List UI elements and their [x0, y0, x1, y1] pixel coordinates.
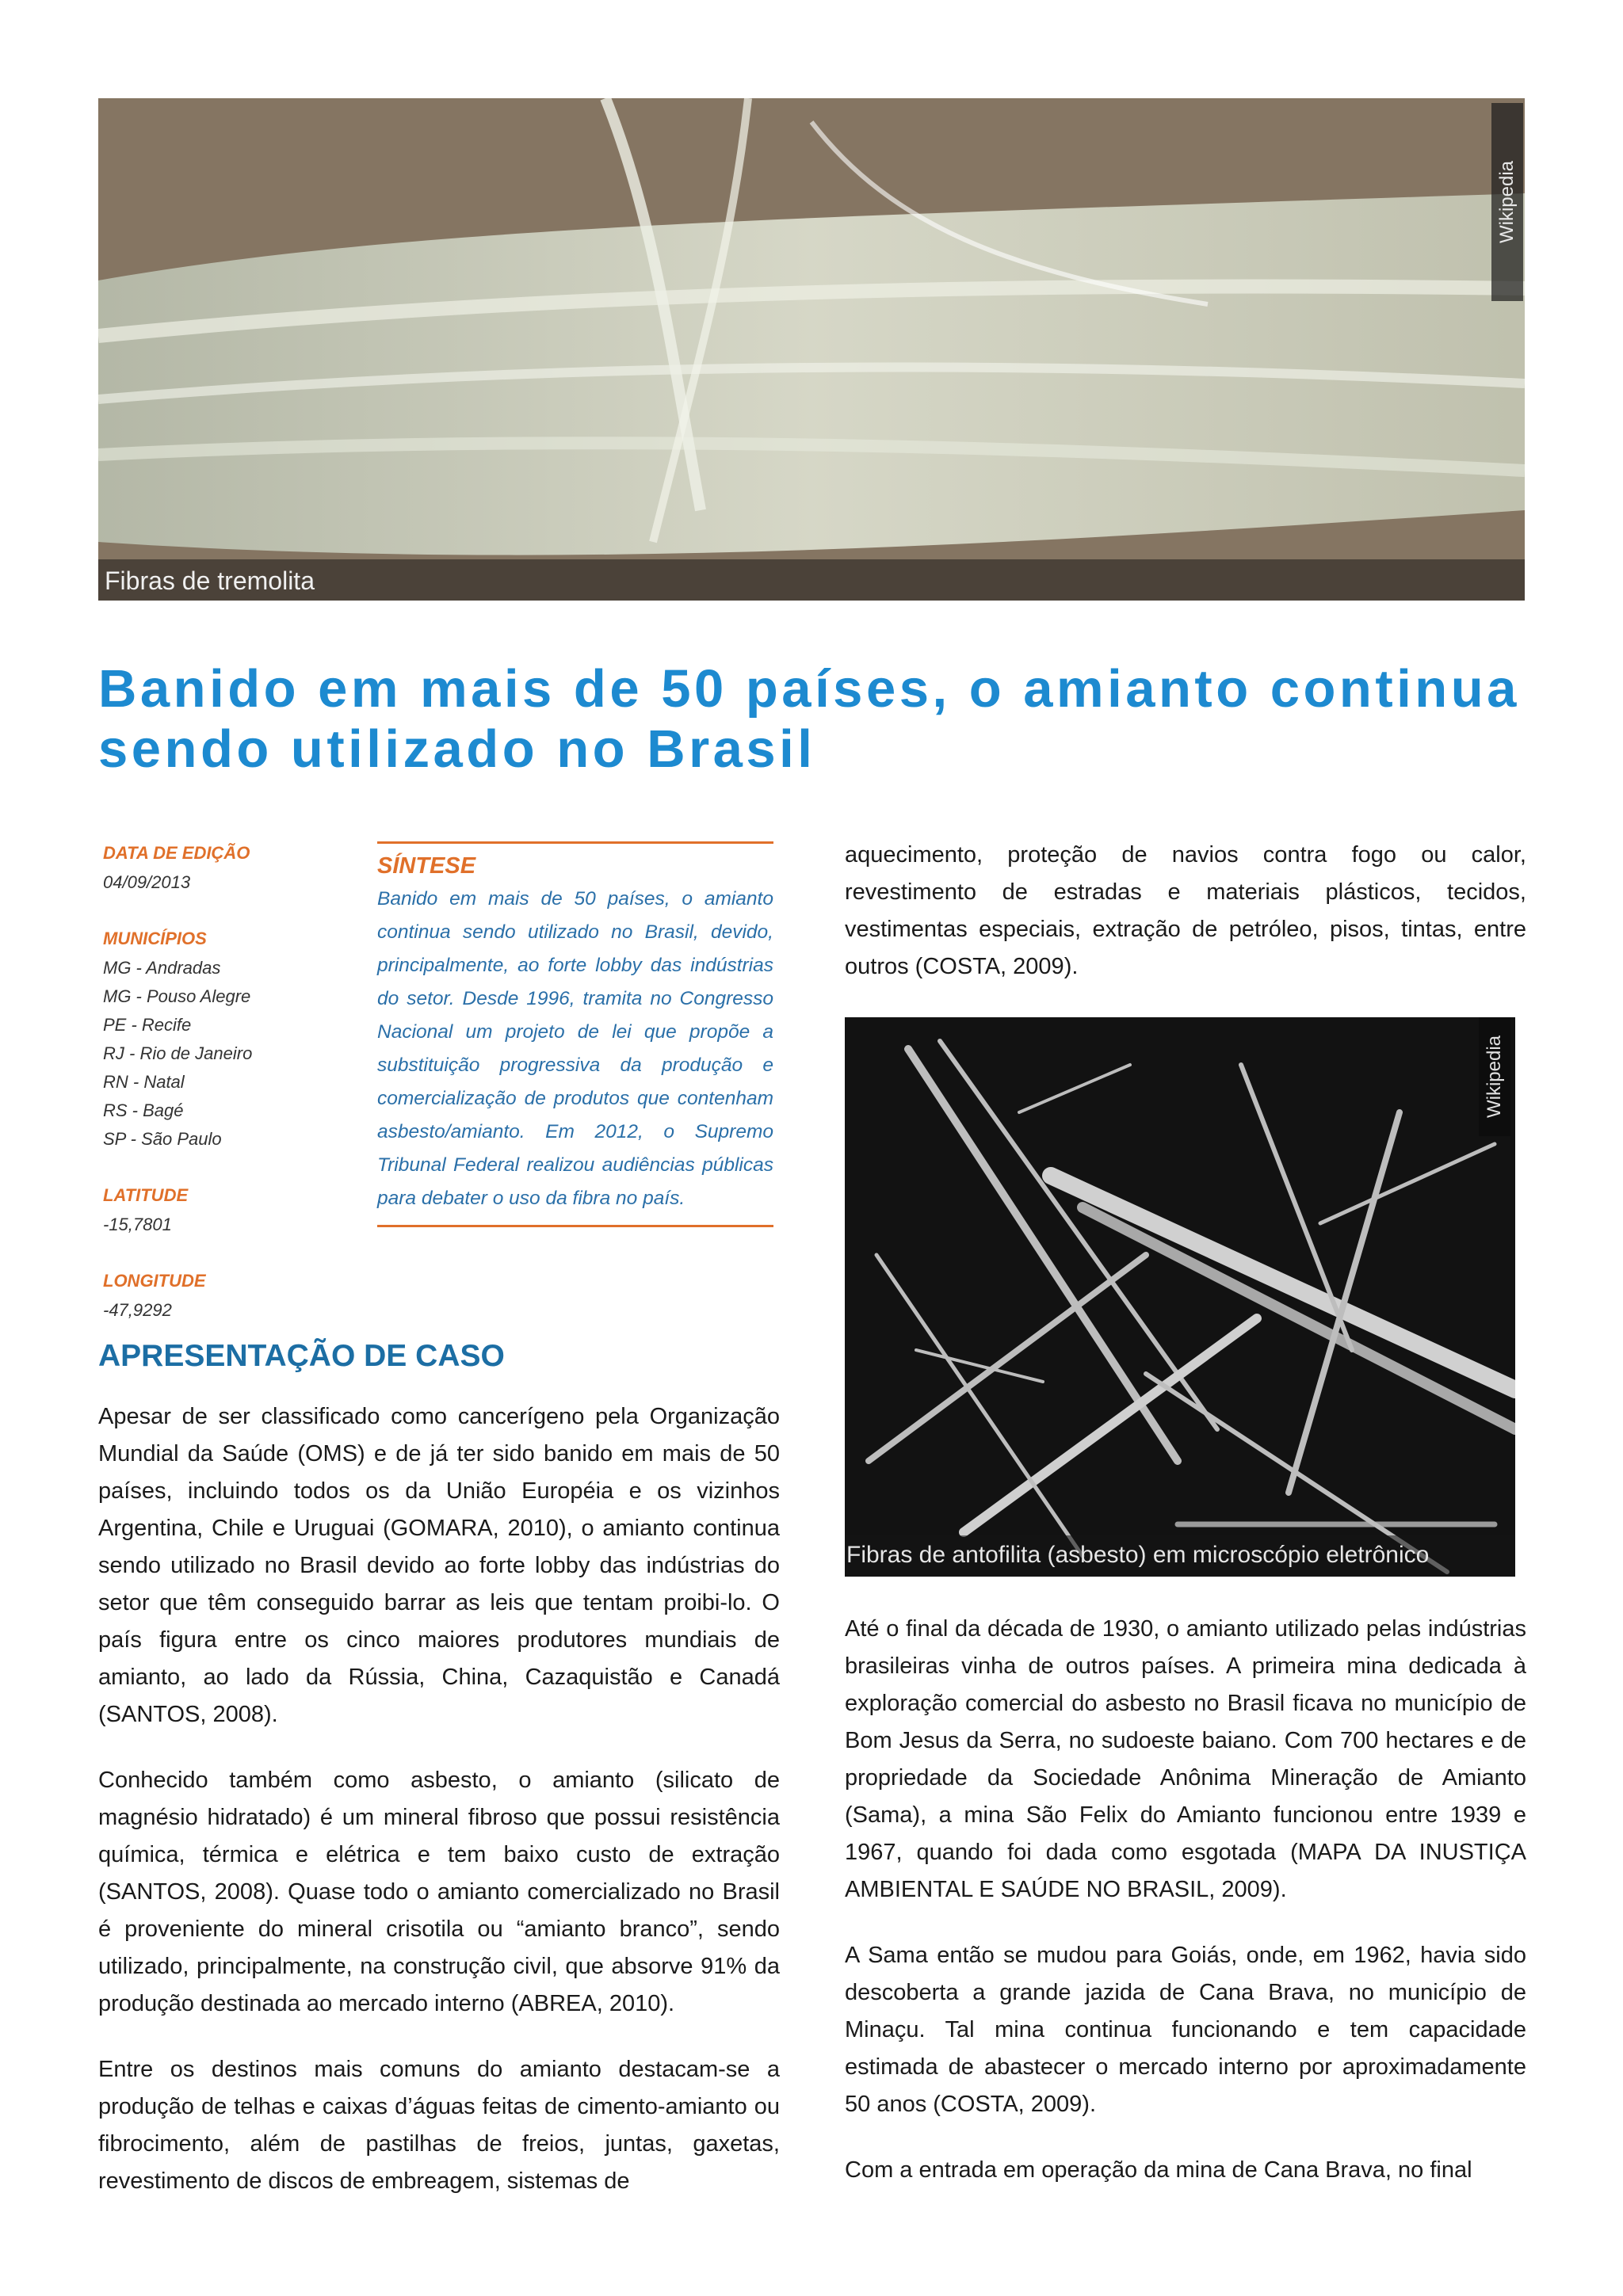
- left-body-column: [98, 1398, 780, 2229]
- section-title: APRESENTAÇÃO DE CASO: [98, 1339, 505, 1373]
- meta-column: [103, 838, 365, 1325]
- synthesis-body: Banido em mais de 50 países, o amianto continua sendo utilizado no Brasil, devido, principalmente, ao forte lobby das indústrias do setor. Desde 1996, tramita no Congresso Nacional um projeto de lei que propõe a substituição progressiva da produção e comercialização de produtos que contenham asbesto/amianto. Em 2012, o Supremo Tribunal Federal realizou audiências públicas para debater o uso da fibra no país.: [377, 888, 773, 1209]
- municipio-item: SP - São Paulo: [103, 1129, 222, 1149]
- municipios-label: MUNICÍPIOS: [103, 929, 207, 948]
- municipio-item: RJ - Rio de Janeiro: [103, 1043, 253, 1063]
- latitude-value: -15,7801: [103, 1215, 172, 1234]
- municipio-item: RN - Natal: [103, 1072, 185, 1092]
- right-body-column: [845, 1611, 1526, 2218]
- latitude-label: LATITUDE: [103, 1185, 189, 1205]
- longitude-label: LONGITUDE: [103, 1271, 206, 1291]
- edition-date-label: DATA DE EDIÇÃO: [103, 843, 250, 863]
- hero-photo: [98, 98, 1525, 601]
- municipio-item: MG - Andradas: [103, 958, 221, 978]
- municipio-item: MG - Pouso Alegre: [103, 986, 251, 1006]
- antophyllite-fibers-illustration: [845, 1017, 1515, 1577]
- body-paragraph: aquecimento, proteção de navios contra fogo ou calor, revestimento de estradas e materiais plásticos, tecidos, vestimentas especiais, extração de petróleo, pisos, tintas, entre outros (COSTA, 2009).: [845, 842, 1526, 979]
- tremolite-fibers-illustration: [98, 98, 1525, 601]
- longitude-value: -47,9292: [103, 1300, 172, 1320]
- synthesis-bottom-rule: [377, 1225, 773, 1227]
- body-paragraph: Apesar de ser classificado como cancerígeno pela Organização Mundial da Saúde (OMS) e de já ter sido banido em mais de 50 países, incluindo todos os da União Européia e os vizinhos Argentina, Chile e Uruguai (GOMARA, 2010), o amianto continua sendo utilizado no Brasil devido ao forte lobby das indústrias do setor que têm conseguido barrar as leis que tentam proibi-lo. O país figura entre os cinco maiores produtores mundiais de amianto, ao lado da Rússia, China, Cazaquistão e Canadá (SANTOS, 2008).: [98, 1404, 780, 1727]
- hero-credit: Wikipedia: [1491, 103, 1523, 301]
- hero-caption: Fibras de tremolita: [98, 559, 1525, 601]
- municipio-item: PE - Recife: [103, 1015, 192, 1035]
- municipio-item: RS - Bagé: [103, 1100, 184, 1120]
- article-headline: Banido em mais de 50 países, o amianto continua sendo utilizado no Brasil: [98, 659, 1520, 779]
- synthesis-box: [377, 841, 773, 1227]
- micro-caption: Fibras de antofilita (asbesto) em microscópio eletrônico: [845, 1535, 1515, 1577]
- micro-credit: Wikipedia: [1479, 1017, 1510, 1136]
- synthesis-top-rule: [377, 841, 773, 844]
- body-paragraph: Entre os destinos mais comuns do amianto destacam-se a produção de telhas e caixas d’águas feitas de cimento-amianto ou fibrocimento, além de pastilhas de freios, juntas, gaxetas, revestimento de discos de embreagem, sistemas de: [98, 2057, 780, 2194]
- body-paragraph: Conhecido também como asbesto, o amianto (silicato de magnésio hidratado) é um mineral fibroso que possui resistência química, térmica e elétrica e tem baixo custo de extração (SANTOS, 2008). Quase todo o amianto comercializado no Brasil é proveniente do mineral crisotila ou “amianto branco”, sendo utilizado, principalmente, na construção civil, que absorve 91% da produção destinada ao mercado interno (ABREA, 2010).: [98, 1768, 780, 2016]
- right-body-column-top: [845, 837, 1526, 1014]
- microscope-photo: [845, 1017, 1515, 1577]
- edition-date-value: 04/09/2013: [103, 872, 191, 892]
- body-paragraph: Até o final da década de 1930, o amianto utilizado pelas indústrias brasileiras vinha de outros países. A primeira mina dedicada à exploração comercial do asbesto no Brasil ficava no município de Bom Jesus da Serra, no sudoeste baiano. Com 700 hectares e de propriedade da Sociedade Anônima Mineração de Amianto (Sama), a mina São Felix do Amianto funcionou entre 1939 e 1967, quando foi dada como esgotada (MAPA DA INUSTIÇA AMBIENTAL E SAÚDE NO BRASIL, 2009).: [845, 1616, 1526, 1902]
- body-paragraph: Com a entrada em operação da mina de Cana Brava, no final: [845, 2157, 1472, 2183]
- body-paragraph: A Sama então se mudou para Goiás, onde, em 1962, havia sido descoberta a grande jazida de Cana Brava, no município de Minaçu. Tal mina continua funcionando e tem capacidade estimada de abastecer o mercado interno por aproximadamente 50 anos (COSTA, 2009).: [845, 1943, 1526, 2117]
- synthesis-title: SÍNTESE: [377, 853, 476, 879]
